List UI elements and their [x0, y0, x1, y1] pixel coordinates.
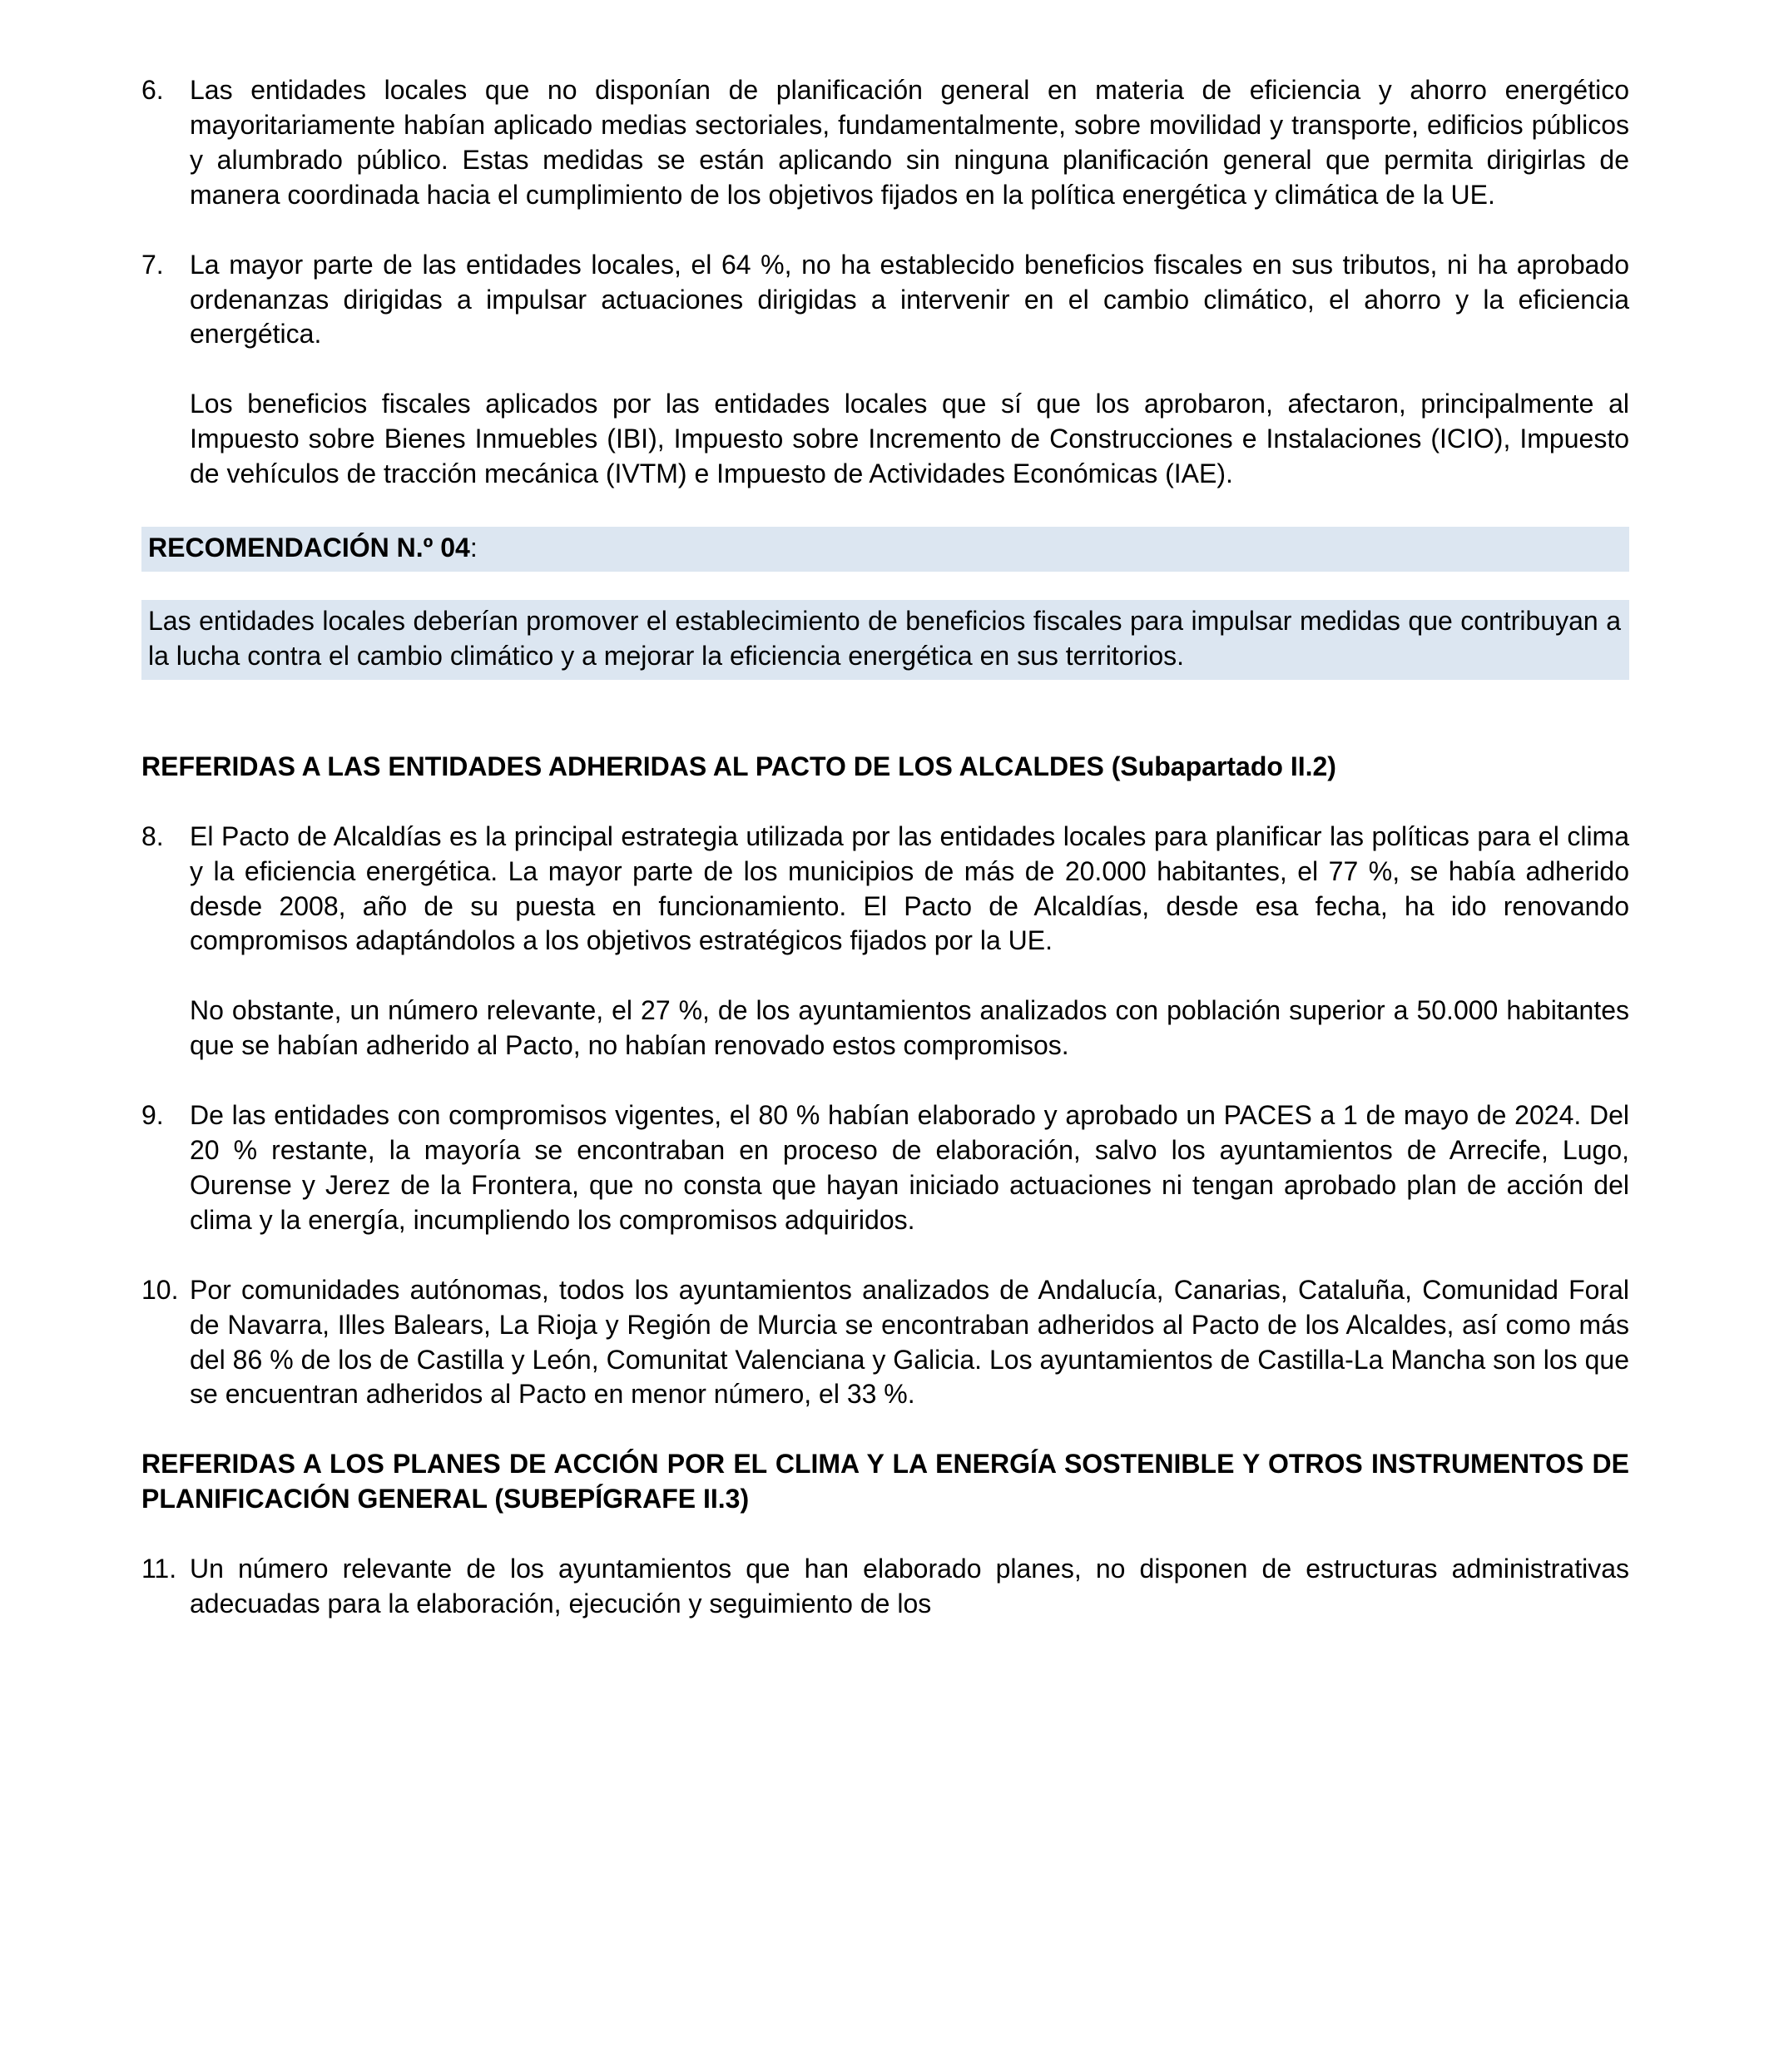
list-item-6-number: 6. — [141, 75, 164, 105]
recommendation-body: Las entidades locales deberían promover el establecimiento de beneficios fiscales para impulsar medidas que contribuyan a la lucha contra el cambio climático y a mejorar la eficiencia energética en sus territorios. — [141, 600, 1629, 680]
paragraph-8-continuation: No obstante, un número relevante, el 27 %, de los ayuntamientos analizados con población superior a 50.000 habitantes que se habían adherido al Pacto, no habían renovado estos compromisos. — [190, 995, 1629, 1061]
list-item-10-number: 10. — [141, 1274, 179, 1305]
list-item-6 — [141, 73, 1629, 213]
list-item-11 — [141, 1552, 1629, 1622]
heading-planes-accion: REFERIDAS A LOS PLANES DE ACCIÓN POR EL CLIMA Y LA ENERGÍA SOSTENIBLE Y OTROS INSTRUMENTOS DE PLANIFICACIÓN GENERAL (SUBEPÍGRAFE II.3) — [141, 1449, 1629, 1514]
heading-pacto-alcaldes: REFERIDAS A LAS ENTIDADES ADHERIDAS AL PACTO DE LOS ALCALDES (Subapartado II.2) — [141, 751, 1336, 781]
list-item-9-text: De las entidades con compromisos vigentes, el 80 % habían elaborado y aprobado un PACES a 1 de mayo de 2024. Del 20 % restante, la mayoría se encontraban en proceso de elaboración, salvo los ayuntamientos de Arrecife, Lugo, Ourense y Jerez de la Frontera, que no consta que hayan iniciado actuaciones ni tengan aprobado plan de acción del clima y la energía, incumpliendo los compromisos adquiridos. — [190, 1100, 1629, 1235]
recommendation-title — [141, 527, 1629, 572]
list-item-7 — [141, 248, 1629, 353]
list-item-11-number: 11. — [141, 1554, 177, 1584]
list-item-7-text: La mayor parte de las entidades locales, el 64 %, no ha establecido beneficios fiscales en sus tributos, ni ha aprobado ordenanzas dirigidas a impulsar actuaciones dirigidas a intervenir en el cambio climático, el ahorro y la eficiencia energética. — [190, 249, 1629, 349]
list-item-8-number: 8. — [141, 820, 164, 851]
recommendation-title-colon: : — [469, 533, 478, 563]
list-item-8-text: El Pacto de Alcaldías es la principal estrategia utilizada por las entidades locales para planificar las políticas para el clima y la eficiencia energética. La mayor parte de los municipios de más de 20.000 habitantes, el 77 %, se había adherido desde 2008, año de su puesta en funcionamiento. El Pacto de Alcaldías, desde esa fecha, ha ido renovando compromisos adaptándolos a los objetivos estratégicos fijados por la UE. — [190, 820, 1629, 956]
list-item-7-number: 7. — [141, 249, 164, 280]
list-item-10-text: Por comunidades autónomas, todos los ayuntamientos analizados de Andalucía, Canarias, Cataluña, Comunidad Foral de Navarra, Illes Balears, La Rioja y Región de Murcia se encontraban adheridos al Pacto de los Alcaldes, así como más del 86 % de los de Castilla y León, Comunitat Valenciana y Galicia. Los ayuntamientos de Castilla-La Mancha son los que se encuentran adheridos al Pacto en menor número, el 33 %. — [190, 1274, 1629, 1410]
list-item-11-text: Un número relevante de los ayuntamientos que han elaborado planes, no disponen de estructuras administrativas adecuadas para la elaboración, ejecución y seguimiento de los — [190, 1554, 1629, 1619]
list-item-10 — [141, 1273, 1629, 1413]
list-item-9 — [141, 1098, 1629, 1238]
list-item-9-number: 9. — [141, 1100, 164, 1131]
list-item-8 — [141, 820, 1629, 959]
list-item-6-text: Las entidades locales que no disponían de planificación general en materia de eficiencia y ahorro energético mayoritariamente habían aplicado medias sectoriales, fundamentalmente, sobre movilidad y transporte, edificios públicos y alumbrado público. Estas medidas se están aplicando sin ninguna planificación general que permita dirigirlas de manera coordinada hacia el cumplimiento de los objetivos fijados en la política energética y climática de la UE. — [190, 75, 1629, 210]
recommendation-box — [141, 527, 1629, 680]
recommendation-title-text: RECOMENDACIÓN N.º 04 — [148, 533, 470, 563]
paragraph-7-continuation: Los beneficios fiscales aplicados por las entidades locales que sí que los aprobaron, afectaron, principalmente al Impuesto sobre Bienes Inmuebles (IBI), Impuesto sobre Incremento de Construcciones e Instalaciones (ICIO), Impuesto de vehículos de tracción mecánica (IVTM) e Impuesto de Actividades Económicas (IAE). — [190, 389, 1629, 489]
